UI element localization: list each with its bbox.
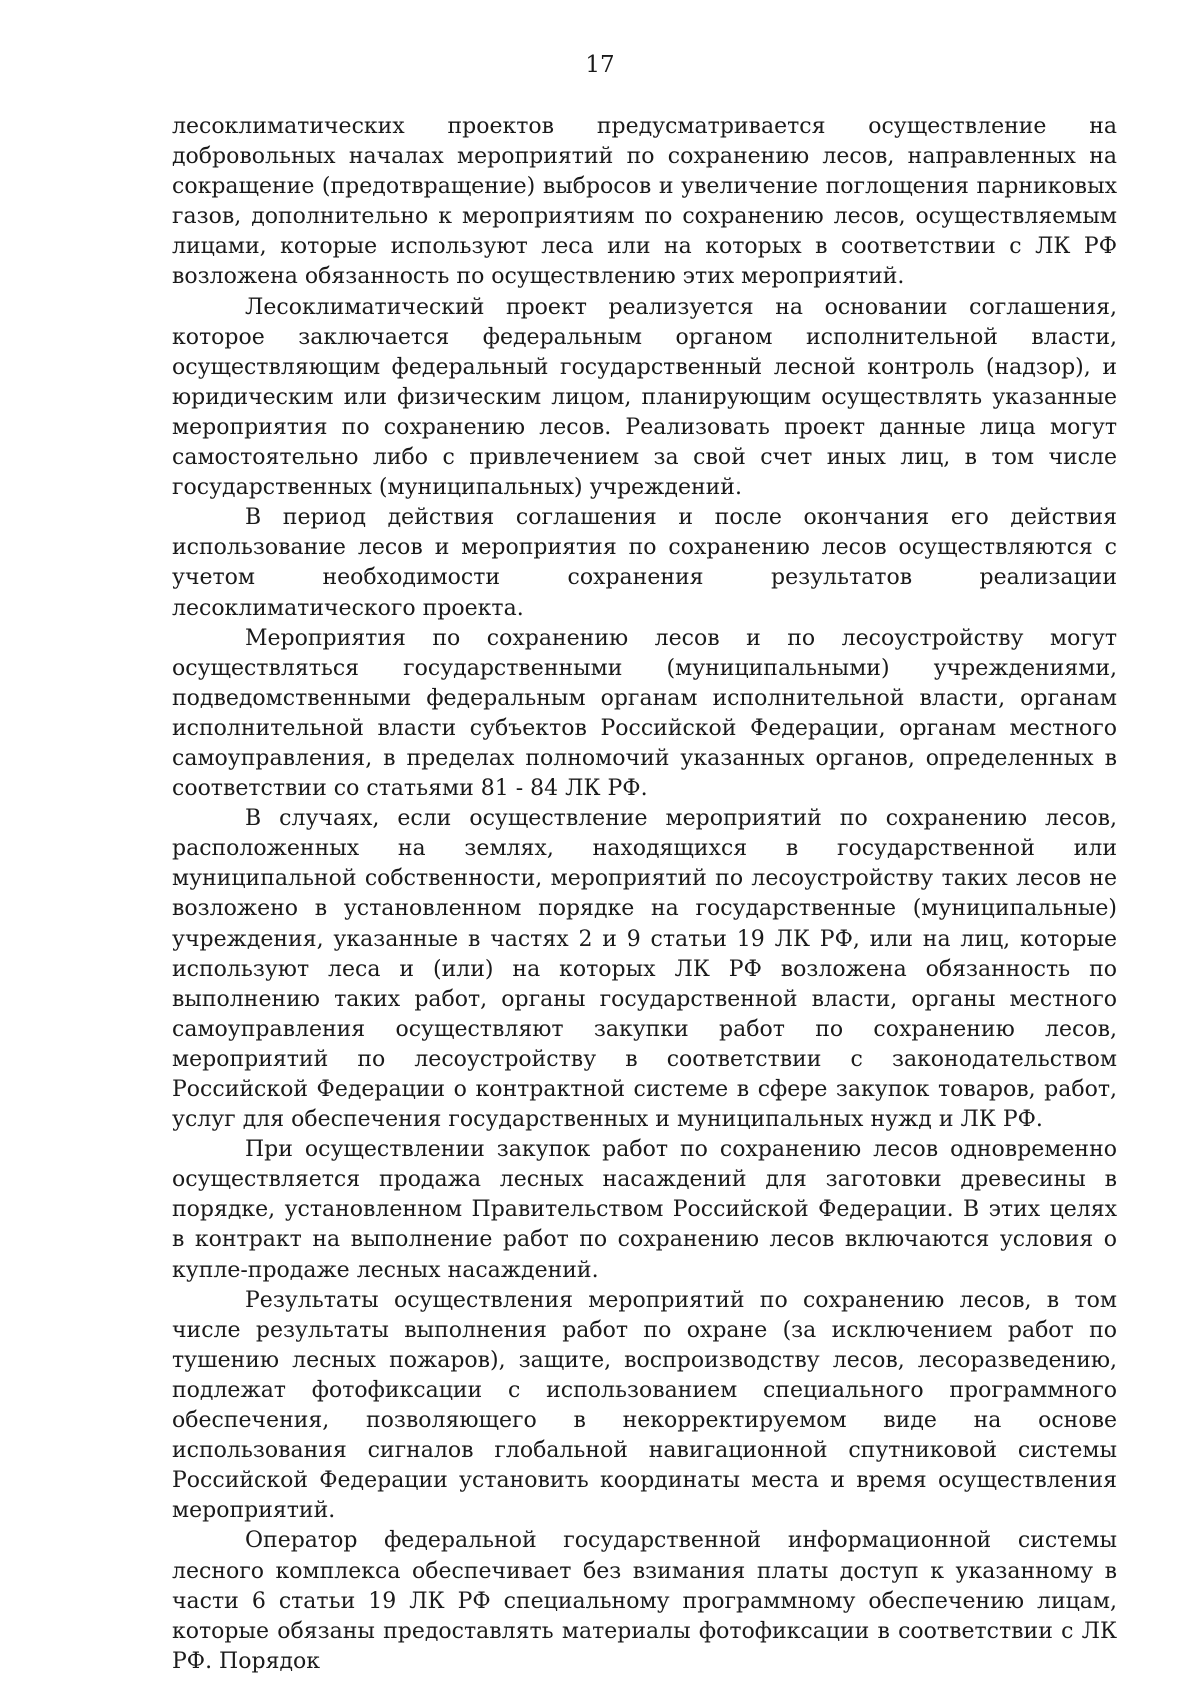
- document-body: [172, 112, 1117, 1677]
- paragraph-photo-fixation: Результаты осуществления мероприятий по сохранению лесов, в том числе результаты выполнения работ по охране (за исключением работ по тушению лесных пожаров), защите, воспроизводству лесов, лесоразведению, подлежат фотофиксации с использованием специального программного обеспечения, позволяющего в некорректируемом виде на основе использования сигналов глобальной навигационной спутниковой системы Российской Федерации установить координаты места и время осуществления мероприятий.: [172, 1287, 1117, 1524]
- paragraph-agreement-period: В период действия соглашения и после окончания его действия использование лесов и мероприятия по сохранению лесов осуществляются с учетом необходимости сохранения результатов реализации лесоклиматического проекта.: [172, 505, 1117, 621]
- paragraph-procurement-cases: В случаях, если осуществление мероприятий по сохранению лесов, расположенных на землях, находящихся в государственной или муниципальной собственности, мероприятий по лесоустройству таких лесов не возложено в установленном порядке на государственные (муниципальные) учреждения, указанные в частях 2 и 9 статьи 19 ЛК РФ, или на лиц, которые используют леса и (или) на которых ЛК РФ возложена обязанность по выполнению таких работ, органы государственной власти, органы местного самоуправления осуществляют закупки работ по сохранению лесов, мероприятий по лесоустройству в соответствии с законодательством Российской Федерации о контрактной системе в сфере закупок товаров, работ, услуг для обеспечения государственных и муниципальных нужд и ЛК РФ.: [172, 806, 1117, 1133]
- paragraph-continuation: лесоклиматических проектов предусматривается осуществление на добровольных началах мероприятий по сохранению лесов, направленных на сокращение (предотвращение) выбросов и увеличение поглощения парниковых газов, дополнительно к мероприятиям по сохранению лесов, осуществляемым лицами, которые используют леса или на которых в соответствии с ЛК РФ возложена обязанность по осуществлению этих мероприятий.: [172, 114, 1117, 290]
- page-number: 17: [585, 52, 615, 78]
- paragraph-forest-climate-project: Лесоклиматический проект реализуется на основании соглашения, которое заключается федеральным органом исполнительной власти, осуществляющим федеральный государственный лесной контроль (надзор), и юридическим или физическим лицом, планирующим осуществлять указанные мероприятия по сохранению лесов. Реализовать проект данные лица могут самостоятельно либо с привлечением за свой счет иных лиц, в том числе государственных (муниципальных) учреждений.: [172, 294, 1117, 501]
- paragraph-operator-access: Оператор федеральной государственной информационной системы лесного комплекса обеспечивает без взимания платы доступ к указанному в части 6 статьи 19 ЛК РФ специальному программному обеспечению лицам, которые обязаны предоставлять материалы фотофиксации в соответствии с ЛК РФ. Порядок: [172, 1528, 1117, 1674]
- paragraph-state-institutions: Мероприятия по сохранению лесов и по лесоустройству могут осуществляться государственными (муниципальными) учреждениями, подведомственными федеральным органам исполнительной власти, органам исполнительной власти субъектов Российской Федерации, органам местного самоуправления, в пределах полномочий указанных органов, определенных в соответствии со статьями 81 - 84 ЛК РФ.: [172, 625, 1117, 802]
- paragraph-timber-sale: При осуществлении закупок работ по сохранению лесов одновременно осуществляется продажа лесных насаждений для заготовки древесины в порядке, установленном Правительством Российской Федерации. В этих целях в контракт на выполнение работ по сохранению лесов включаются условия о купле-продаже лесных насаждений.: [172, 1137, 1117, 1283]
